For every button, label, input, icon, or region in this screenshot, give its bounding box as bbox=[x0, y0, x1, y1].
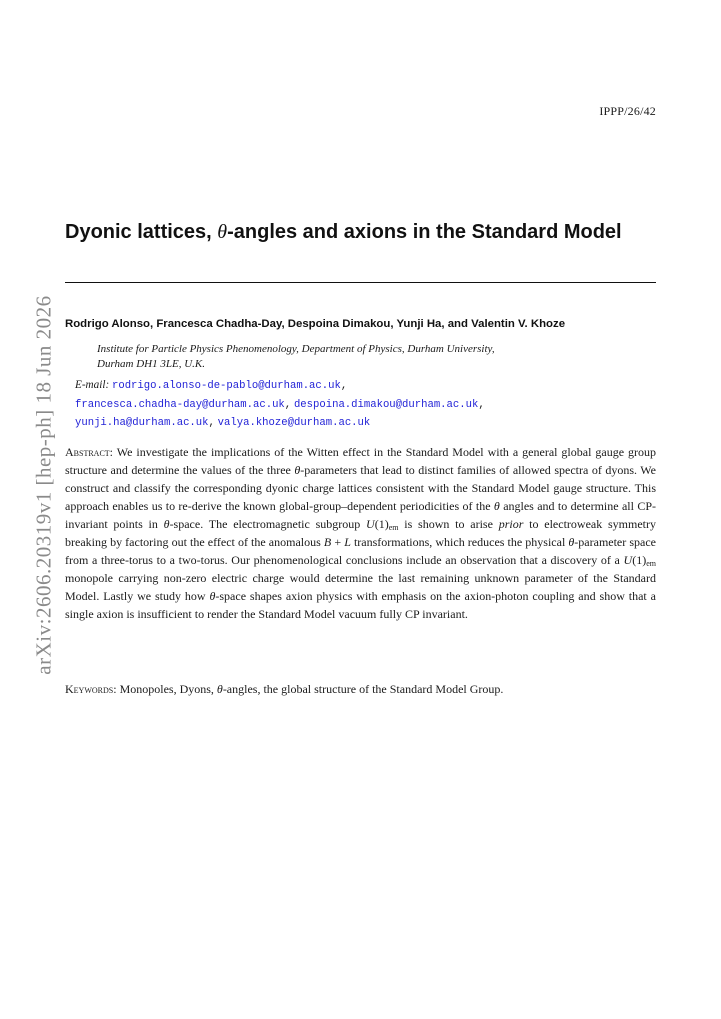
abstract-text: to electroweak symmetry breaking by factoring out the effect of the anomalous bbox=[65, 517, 657, 549]
abstract-label: Abstract: bbox=[65, 445, 114, 459]
abstract-text: angles and to determine all CP-invariant points in bbox=[65, 499, 657, 531]
email-label: E-mail: bbox=[75, 379, 110, 391]
abstract-text: -parameters that lead to distinct families of allowed spectra of dyons. We construct and classify the corresponding dyonic charge lattices consistent with the Standard Model gauge structure. This approach enables us to re-derive the known global-group–dependent periodicities of the bbox=[65, 463, 656, 513]
title-part-2: -angles and axions in the Standard Model bbox=[227, 221, 622, 243]
title-part-1: Dyonic lattices, bbox=[65, 221, 218, 243]
email-separator: , bbox=[208, 417, 215, 429]
abstract-text: transformations, which reduces the physical bbox=[350, 535, 569, 549]
abstract-math-arg: (1) bbox=[374, 517, 389, 531]
email-line-1 bbox=[75, 377, 665, 396]
email-link-alonso[interactable]: rodrigo.alonso-de-pablo@durham.ac.uk bbox=[111, 380, 341, 392]
abstract-text: We investigate the implications of the Witten effect in the Standard Model with a general global gauge group structure and determine the values of the three bbox=[65, 445, 656, 477]
keywords-theta: θ bbox=[216, 682, 223, 696]
abstract-text: is shown to arise bbox=[398, 517, 499, 531]
abstract-math-u: U bbox=[623, 553, 633, 567]
keywords-text: -angles, the global structure of the Standard Model Group. bbox=[222, 682, 504, 696]
abstract-theta: θ bbox=[568, 535, 575, 549]
affiliation-line-1: Institute for Particle Physics Phenomenology, Department of Physics, Durham University, bbox=[97, 343, 495, 355]
abstract-math-subscript: em bbox=[388, 523, 399, 532]
title-theta: θ bbox=[217, 221, 228, 243]
abstract-text: monopole carrying non-zero electric charge would determine the last remaining unknown parameter of the Standard Model. Lastly we study how bbox=[65, 571, 656, 603]
email-line-2 bbox=[75, 396, 665, 415]
abstract-theta: θ bbox=[493, 499, 500, 513]
email-link-khoze[interactable]: valya.khoze@durham.ac.uk bbox=[217, 417, 371, 429]
abstract-theta: θ bbox=[209, 589, 216, 603]
affiliation-line-2: Durham DH1 3LE, U.K. bbox=[97, 358, 205, 370]
email-link-dimakou[interactable]: despoina.dimakou@durham.ac.uk bbox=[293, 398, 479, 411]
abstract bbox=[65, 443, 656, 623]
email-separator: , bbox=[284, 398, 292, 411]
abstract-theta: θ bbox=[163, 517, 170, 531]
abstract-text: -space. The electromagnetic subgroup bbox=[169, 517, 367, 531]
email-separator: , bbox=[340, 380, 348, 392]
abstract-math-b: B bbox=[323, 535, 332, 549]
author-list: Rodrigo Alonso, Francesca Chadha-Day, Despoina Dimakou, Yunji Ha, and Valentin V. Khoze bbox=[65, 318, 566, 330]
abstract-text: -space shapes axion physics with emphasis on the axion-photon coupling and show that a single axion is insufficient to render the Standard Model vacuum fully CP invariant. bbox=[65, 589, 656, 621]
keywords bbox=[65, 680, 656, 698]
email-link-ha[interactable]: yunji.ha@durham.ac.uk bbox=[75, 417, 209, 429]
abstract-math-u: U bbox=[366, 517, 375, 531]
abstract-text: -parameter space from a three-torus to a two-torus. Our phenomenological conclusions include an observation that a discovery of a bbox=[65, 535, 657, 567]
abstract-theta: θ bbox=[294, 463, 301, 477]
abstract-math-plus: + bbox=[331, 535, 345, 549]
keywords-text: Monopoles, Dyons, bbox=[116, 682, 217, 696]
report-number: IPPP/26/42 bbox=[599, 104, 656, 118]
email-link-chadha-day[interactable]: francesca.chadha-day@durham.ac.uk bbox=[75, 398, 285, 411]
title-rule bbox=[65, 282, 656, 283]
email-line-3 bbox=[75, 414, 665, 433]
email-separator: , bbox=[478, 398, 485, 411]
abstract-math-l: L bbox=[344, 535, 351, 549]
keywords-label: Keywords: bbox=[65, 682, 117, 696]
abstract-math-subscript: em bbox=[646, 559, 656, 568]
arxiv-identifier-stamp: arXiv:2606.20319v1 [hep-ph] 18 Jun 2026 bbox=[31, 295, 56, 675]
paper-title bbox=[65, 221, 656, 244]
abstract-math-arg: (1) bbox=[632, 553, 647, 567]
affiliation bbox=[97, 342, 657, 372]
abstract-emphasis: prior bbox=[498, 517, 524, 531]
email-block bbox=[75, 377, 665, 433]
